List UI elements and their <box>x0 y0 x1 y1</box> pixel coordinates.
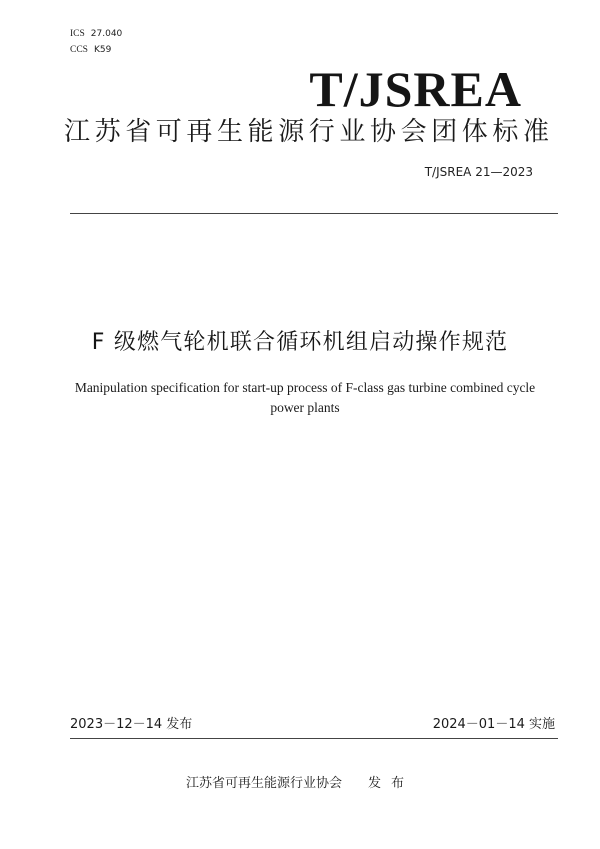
footer-divider <box>70 738 558 739</box>
document-title-english: Manipulation specification for start-up process of F-class gas turbine combined cycle power plants <box>74 380 536 415</box>
ics-code: 27.040 <box>90 29 123 39</box>
ccs-label: CCS <box>70 45 88 55</box>
standard-number: T/JSREA 21—2023 <box>424 165 533 179</box>
brand-logo: T/JSREA <box>309 61 522 117</box>
ccs-classification <box>70 44 111 56</box>
document-title-chinese: F 级燃气轮机联合循环机组启动操作规范 <box>91 330 509 355</box>
ccs-code: K59 <box>93 45 112 55</box>
issue-date: 2023－12－14 发布 <box>70 717 193 732</box>
implementation-date: 2024－01－14 实施 <box>432 717 555 732</box>
publisher-name: 江苏省可再生能源行业协会 <box>185 776 342 791</box>
publisher-action: 发布 <box>368 776 415 791</box>
header-divider <box>70 213 558 214</box>
ics-classification <box>70 28 122 40</box>
ics-label: ICS <box>70 29 85 39</box>
association-title: 江苏省可再生能源行业协会团体标准 <box>64 117 554 147</box>
publisher <box>0 775 600 793</box>
